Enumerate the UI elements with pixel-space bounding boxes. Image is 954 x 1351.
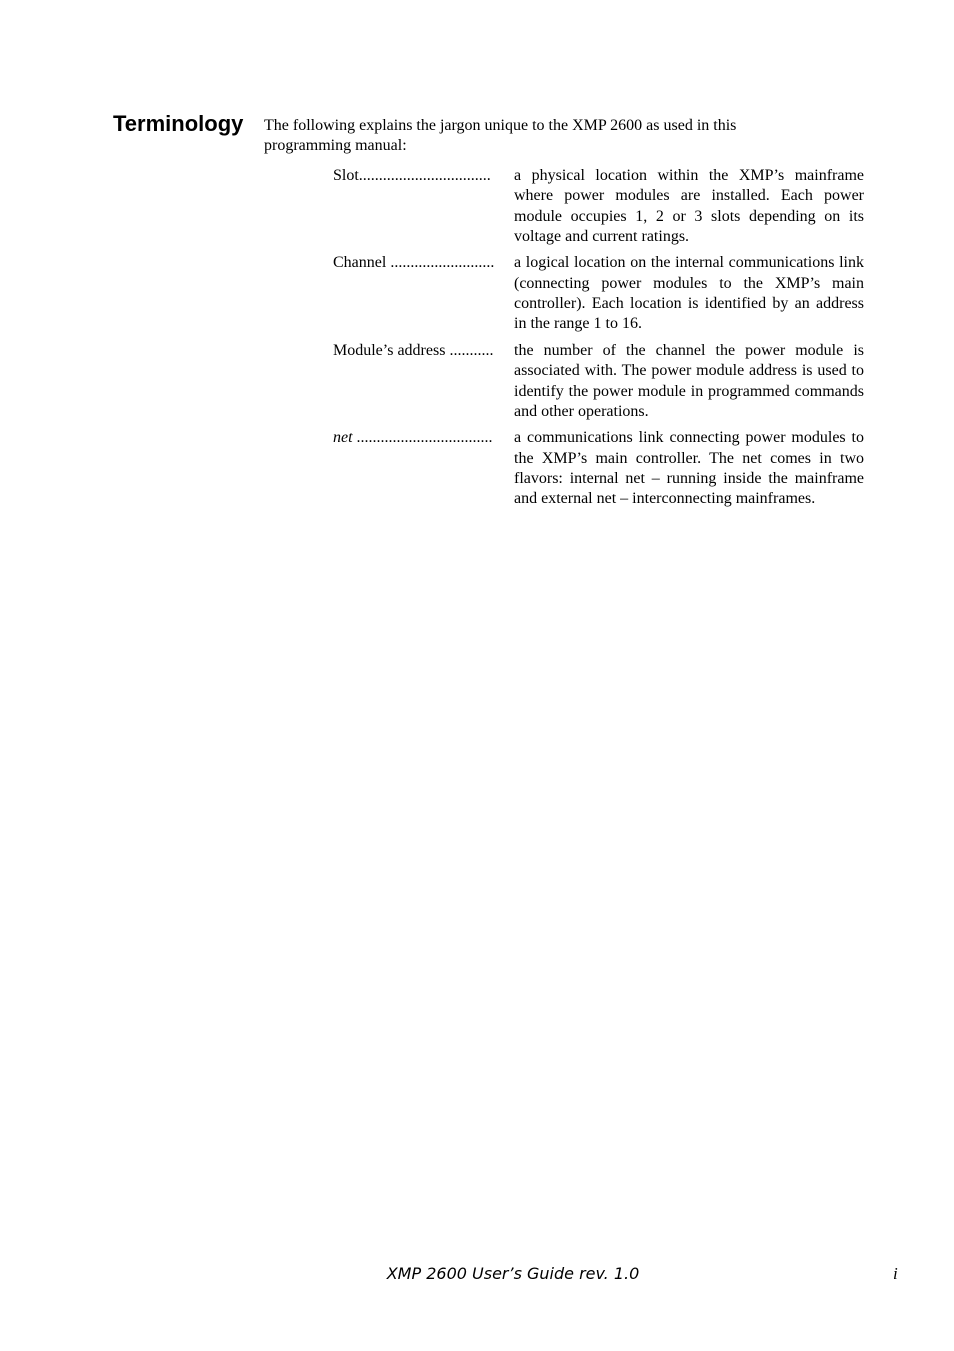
dot-leader: ........... (449, 341, 494, 359)
definition-item-net (333, 428, 864, 509)
dot-leader: ................................. (358, 167, 491, 184)
term-label: Module’s address (333, 341, 446, 359)
term-cell (333, 341, 514, 361)
definition-text: the number of the channel the power module is associated with. The power module address is used to identify the power module in programmed commands and other operations. (514, 341, 864, 420)
dot-leader: .......................... (390, 254, 495, 272)
dot-leader: .................................. (356, 429, 493, 447)
definition-item-module-address (333, 341, 864, 422)
definition-item-channel (333, 253, 864, 334)
page-number: i (893, 1264, 898, 1283)
term-cell (333, 253, 514, 273)
intro-paragraph: The following explains the jargon unique to the XMP 2600 as used in this programming manual: (264, 117, 737, 155)
term-cell (333, 428, 514, 448)
term-label: net (333, 429, 353, 447)
definition-item-slot (333, 166, 864, 247)
section-heading: Terminology (113, 111, 244, 136)
term-label: Slot (333, 167, 359, 184)
definition-text: a communications link connecting power modules to the XMP’s main controller. The net comes in two flavors: internal net – running inside the mainframe and external net – interconnecting mainframes. (514, 429, 864, 508)
term-label: Channel (333, 254, 387, 272)
definition-list (333, 166, 864, 516)
footer-title: XMP 2600 User’s Guide rev. 1.0 (386, 1264, 640, 1283)
definition-text: a physical location within the XMP’s mainframe where power modules are installed. Each power module occupies 1, 2 or 3 slots depending on its voltage and current ratings. (514, 167, 864, 245)
definition-text: a logical location on the internal communications link (connecting power modules to the XMP’s main controller). Each location is identified by an address in the range 1 to 16. (514, 254, 864, 333)
term-cell (333, 166, 514, 186)
